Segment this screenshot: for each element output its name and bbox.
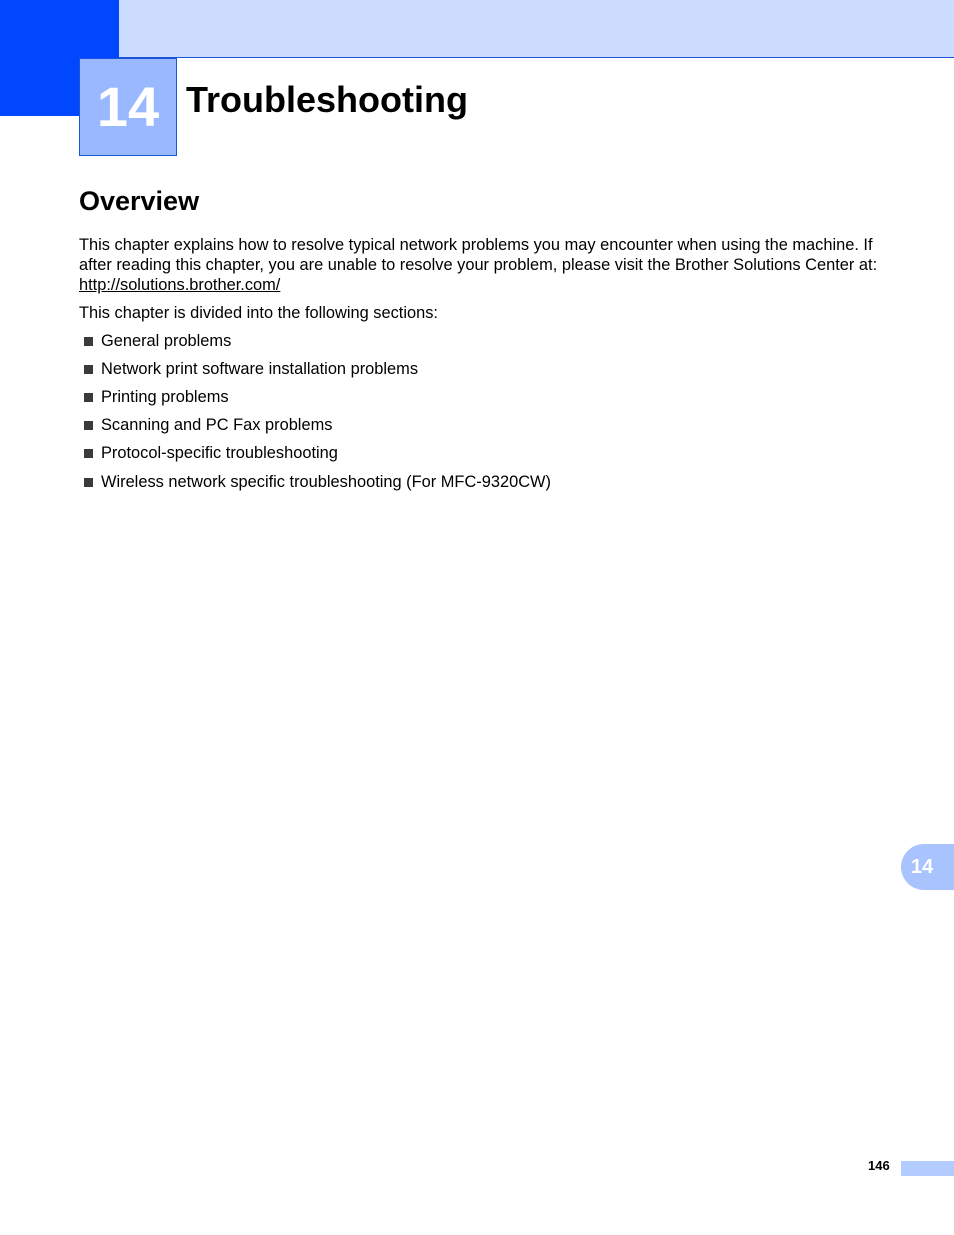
overview-paragraph [79, 235, 899, 295]
bullet-square-icon [84, 337, 93, 346]
list-item-label: Printing problems [101, 388, 229, 406]
chapter-title: Troubleshooting [186, 79, 468, 120]
chapter-number-box [79, 58, 177, 156]
header-band [0, 0, 954, 58]
page-number: 146 [868, 1158, 890, 1173]
bullet-square-icon [84, 393, 93, 402]
list-item-label: Scanning and PC Fax problems [101, 416, 333, 434]
section-heading: Overview [79, 186, 200, 216]
sections-list [84, 331, 551, 500]
list-item [84, 443, 551, 471]
list-item-label: Wireless network specific troubleshooting (For MFC-9320CW) [101, 473, 551, 491]
list-item-label: Protocol-specific troubleshooting [101, 444, 338, 462]
sections-intro: This chapter is divided into the following sections: [79, 304, 438, 322]
list-item [84, 415, 551, 443]
bullet-square-icon [84, 421, 93, 430]
overview-paragraph-text: This chapter explains how to resolve typical network problems you may encounter when using the machine. If after reading this chapter, you are unable to resolve your problem, please visit the Brother Solutions Center at: [79, 236, 878, 274]
side-tab-label: 14 [911, 855, 934, 878]
list-item [84, 472, 551, 500]
bullet-square-icon [84, 478, 93, 487]
bullet-square-icon [84, 365, 93, 374]
bullet-square-icon [84, 449, 93, 458]
list-item [84, 331, 551, 359]
list-item [84, 359, 551, 387]
chapter-number: 14 [96, 75, 160, 138]
solutions-center-link[interactable]: http://solutions.brother.com/ [79, 276, 281, 294]
list-item-label: General problems [101, 332, 232, 350]
list-item [84, 387, 551, 415]
footer-bar [901, 1161, 954, 1176]
chapter-side-tab [901, 844, 954, 890]
list-item-label: Network print software installation problems [101, 360, 419, 378]
